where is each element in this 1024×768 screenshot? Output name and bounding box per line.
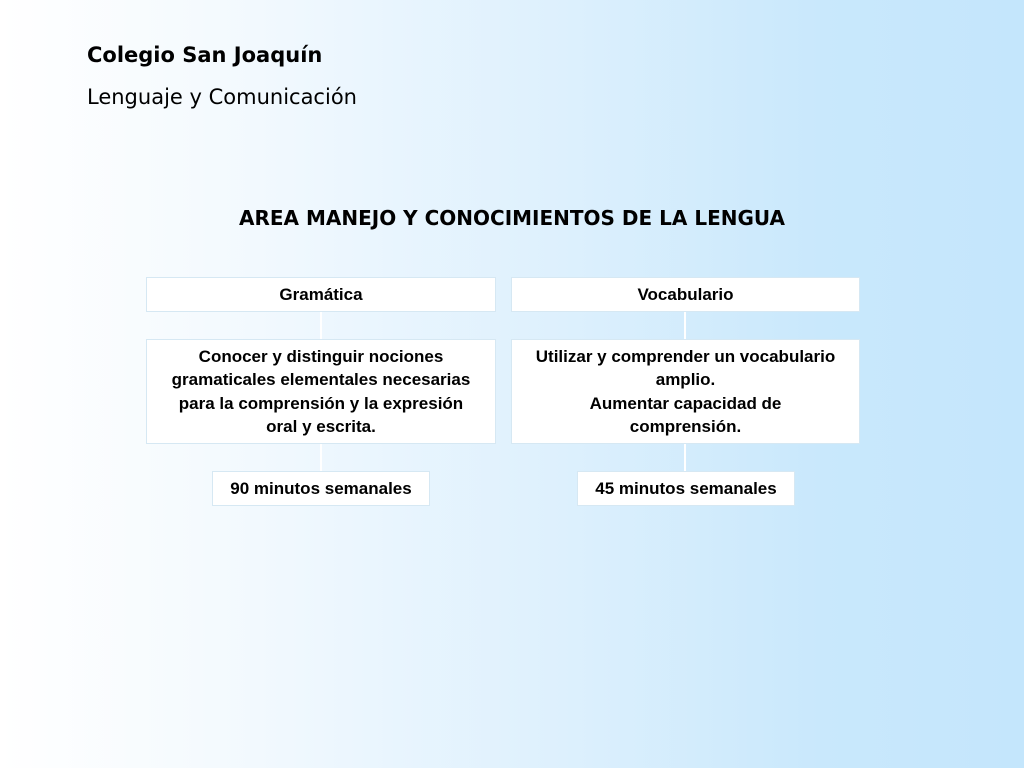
vocabulary-time: 45 minutos semanales [595, 478, 777, 498]
vocabulary-description-box [511, 339, 860, 444]
grammar-time-box [212, 471, 430, 506]
grammar-connector-top [320, 312, 322, 339]
grammar-heading-box [146, 277, 496, 312]
vocabulary-time-box [577, 471, 795, 506]
vocabulary-connector-bottom [684, 444, 686, 471]
grammar-heading: Gramática [279, 284, 363, 304]
area-title: AREA MANEJO Y CONOCIMIENTOS DE LA LENGUA [239, 206, 785, 230]
vocabulary-heading: Vocabulario [637, 284, 734, 304]
subject-name: Lenguaje y Comunicación [87, 85, 357, 109]
grammar-connector-bottom [320, 444, 322, 471]
vocabulary-connector-top [684, 312, 686, 339]
grammar-time: 90 minutos semanales [230, 478, 412, 498]
grammar-description-box [146, 339, 496, 444]
school-name: Colegio San Joaquín [87, 43, 323, 67]
vocabulary-heading-box [511, 277, 860, 312]
vocabulary-description: Utilizar y comprender un vocabulario amplio. Aumentar capacidad de comprensión. [535, 346, 836, 436]
grammar-description: Conocer y distinguir nociones gramaticales elementales necesarias para la comprensión y la expresión oral y escrita. [171, 346, 471, 436]
